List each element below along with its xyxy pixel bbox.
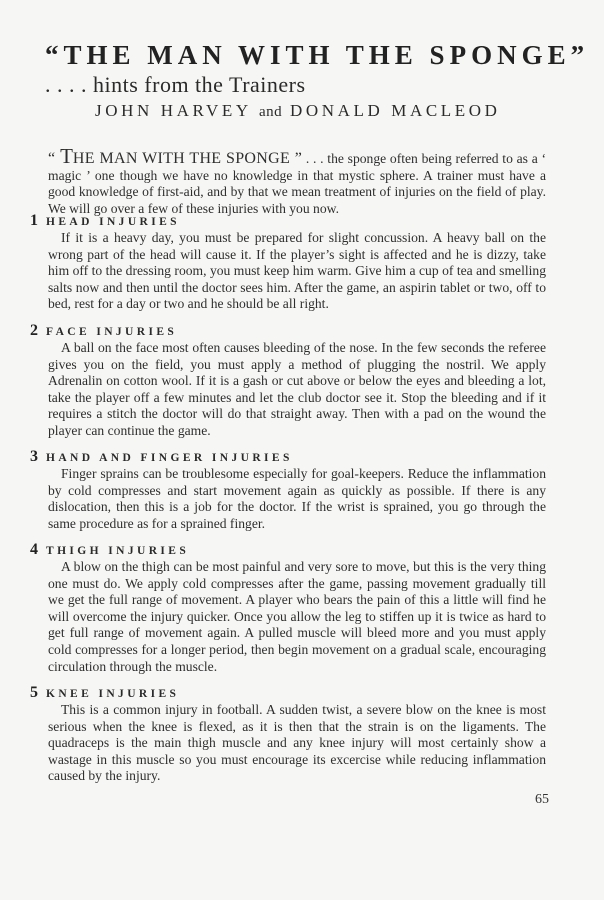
intro-dropcap: T [60,144,73,168]
section-number: 1 [30,212,38,229]
author-joiner: and [259,104,283,120]
article-subtitle: . . . . hints from the Trainers [45,72,306,97]
intro-text: . . . the sponge often being referred to as a ‘ magic ’ one though we have no knowledge in that mystic sphere. A trainer must have a good knowledge of first-aid, and by that we mean treatment of injuries on the field of play. We will go over a few of these injuries with you now. [48,151,547,216]
intro-open-quote: “ [48,150,61,167]
section-text: This is a common injury in football. A sudden twist, a severe blow on the knee is most serious when the knee is flexed, as it is then that the strain is on the ligaments. The quadraceps is the main thigh muscle and any knee injury will most certainly show a wastage in this muscle so you must encourage its excercise while reducing inflammation caused by the injury. [48,702,546,784]
author-name: JOHN HARVEY [95,101,252,120]
section-title: HAND AND FINGER INJURIES [46,452,293,464]
section-face-injuries [30,322,550,440]
intro-paragraph [48,144,547,217]
section-hand-finger-injuries [30,448,550,532]
section-head-injuries [30,212,550,313]
section-text: If it is a heavy day, you must be prepared for slight concussion. A heavy ball on the wrong part of the head will cause it. If the player’s sight is affected and he is dizzy, take him off to the dressing room, you must keep him warm. Give him a cup of tea and smelling salts now and then until the doctor sees him. After the game, an aspirin tablet or two, off to bed, rest for a day or two and he should be all right. [48,230,546,312]
section-title: KNEE INJURIES [46,688,180,700]
section-number: 2 [30,322,38,339]
section-text: Finger sprains can be troublesome especially for goal-keepers. Reduce the inflammation by cold compresses and start movement again as quickly as possible. If there is any dislocation, then this is a job for the doctor. If the wrist is sprained, you go through the same procedure as for a sprained finger. [48,466,546,531]
section-number: 3 [30,448,38,465]
section-thigh-injuries [30,541,550,675]
page-number: 65 [535,792,549,807]
author-name: DONALD MACLEOD [290,101,501,120]
section-title: FACE INJURIES [46,326,178,338]
section-title: THIGH INJURIES [46,545,190,557]
section-knee-injuries [30,684,550,785]
section-number: 4 [30,541,38,558]
section-title: HEAD INJURIES [46,216,180,228]
section-number: 5 [30,684,38,701]
section-text: A ball on the face most often causes bleeding of the nose. In the few seconds the referee gives you on the field, you must apply a method of plugging the nostril. We apply Adrenalin on cotton wool. If it is a gash or cut above or below the eyes and bleeding a lot, take the player off a few minutes and let the club doctor see it. Stop the bleeding and if it requires a stitch the doctor will do that straight away. Then with a pad on the wound the player can continue the game. [48,340,546,438]
article-title: “THE MAN WITH THE SPONGE” [45,40,590,70]
intro-caps: HE MAN WITH THE SPONGE ” [72,150,303,167]
section-text: A blow on the thigh can be most painful and very sore to move, but this is the very thing one must do. We apply cold compresses after the game, passing movement gradually till we get the full range of movement. A player who bears the pain of this a little will find he will overcome the injury quicker. Once you allow the leg to stiffen up it is twice as hard to get full range of movement again. A pulled muscle will bleed more and you must apply cold compresses for a longer period, then begin movement on a gradual scale, encouraging circulation through the muscle. [48,559,546,674]
article-authors [95,101,501,121]
